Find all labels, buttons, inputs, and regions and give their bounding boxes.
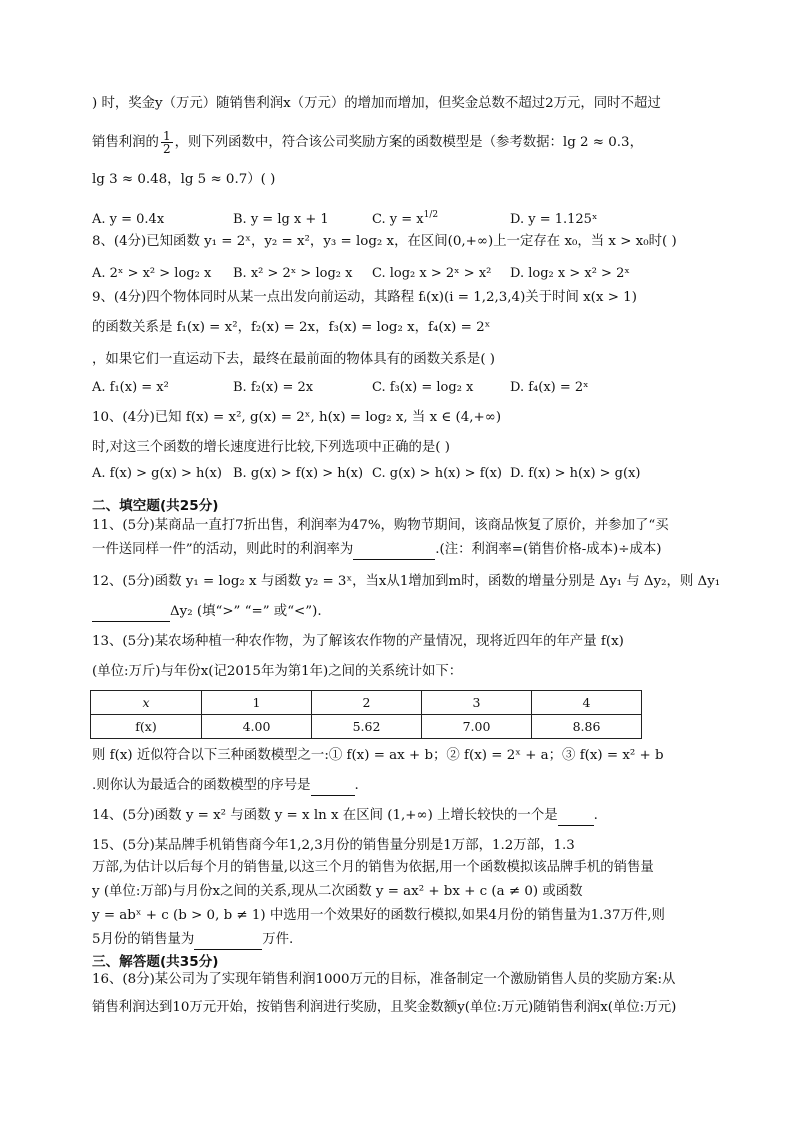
q7-option-d[interactable]: D. y = 1.125ˣ: [510, 212, 598, 227]
table-cell: 4.00: [202, 715, 312, 739]
q12-stem-line-1: 12、(5分)函数 y₁ = log₂ x 与函数 y₂ = 3ˣ，当x从1增加到m时，函数的增量分别是 Δy₁ 与 Δy₂，则 Δy₁: [92, 574, 721, 589]
q15-stem-line-1: 15、(5分)某品牌手机销售商今年1,2,3月份的销售量分别是1万部，1.2万部，1.3: [92, 838, 575, 853]
q7-stem-line-3: lg 3 ≈ 0.48，lg 5 ≈ 0.7）( ): [92, 172, 276, 187]
table-cell: 8.86: [532, 715, 642, 739]
q16-stem-line-2: 销售利润达到10万元开始，按销售利润进行奖励，且奖金数额y(单位:万元)随销售利润x(单位:万元): [92, 1000, 677, 1015]
table-row: [91, 691, 642, 715]
q15-answer-blank[interactable]: [194, 935, 262, 950]
q7-stem-line-1: ) 时，奖金y（万元）随销售利润x（万元）的增加而增加，但奖金总数不超过2万元，同时不超过: [92, 96, 661, 111]
table-row: [91, 715, 642, 739]
table-header-cell: 2: [312, 691, 422, 715]
q8-option-d[interactable]: D. log₂ x > x² > 2ˣ: [510, 266, 630, 281]
q13-stem-line-1: 13、(5分)某农场种植一种农作物，为了解该农作物的产量情况，现将近四年的年产量 f(x): [92, 634, 624, 649]
table-header-cell: 3: [422, 691, 532, 715]
q13-answer-blank[interactable]: [311, 781, 355, 796]
q13-stem-line-2: (单位:万斤)与年份x(记2015年为第1年)之间的关系统计如下：: [92, 664, 463, 679]
q13-stem-line-3: 则 f(x) 近似符合以下三种函数模型之一:① f(x) = ax + b；② f(x) = 2ˣ + a；③ f(x) = x² + b: [92, 748, 664, 763]
q7-option-c[interactable]: [372, 210, 438, 230]
q11-stem-line-2-post: .(注：利润率=(销售价格-成本)÷成本): [435, 542, 662, 557]
q15-stem-line-5-pre: 5月份的销售量为: [92, 932, 195, 947]
q12-stem-line-2: [92, 602, 712, 622]
q9-stem-line-2: 的函数关系是 f₁(x) = x²，f₂(x) = 2x，f₃(x) = log₂ x，f₄(x) = 2ˣ: [92, 320, 491, 335]
q10-stem-line-1: 10、(4分)已知 f(x) = x², g(x) = 2ˣ, h(x) = log₂ x, 当 x ∈ (4,+∞): [92, 410, 502, 425]
q13-data-table: [90, 690, 642, 739]
fraction-denominator: 2: [162, 142, 171, 156]
q9-option-b[interactable]: B. f₂(x) = 2x: [233, 380, 314, 395]
q8-option-c[interactable]: C. log₂ x > 2ˣ > x²: [372, 266, 492, 281]
q8-option-b[interactable]: B. x² > 2ˣ > log₂ x: [233, 266, 353, 281]
q7-stem-line-2-pre: 销售利润的: [92, 135, 159, 150]
half-fraction: [161, 130, 173, 155]
q12-stem-line-2-post: Δy₂ (填“>” “=” 或“<”).: [170, 604, 322, 619]
q9-option-a[interactable]: A. f₁(x) = x²: [92, 380, 169, 395]
q10-option-a[interactable]: A. f(x) > g(x) > h(x): [92, 466, 222, 481]
q7-option-c-text: C. y = x: [372, 212, 424, 227]
table-row-label: f(x): [91, 715, 202, 739]
table-header-cell: 4: [532, 691, 642, 715]
q11-answer-blank[interactable]: [353, 545, 435, 560]
q11-stem-line-1: 11、(5分)某商品一直打7折出售，利润率为47%，购物节期间，该商品恢复了原价，并参加了“买: [92, 518, 669, 533]
q13-stem-line-4: [92, 776, 712, 796]
q11-stem-line-2: [92, 540, 712, 560]
q15-stem-line-5-post: 万件.: [262, 932, 294, 947]
table-cell: 7.00: [422, 715, 532, 739]
q9-stem-line-3: ，如果它们一直运动下去，最终在最前面的物体具有的函数关系是( ): [92, 352, 496, 367]
q10-option-c[interactable]: C. g(x) > h(x) > f(x): [372, 466, 502, 481]
q13-stem-line-4-post: .: [354, 778, 359, 793]
q14-stem-post: .: [593, 808, 598, 823]
q7-stem-line-2-post: ，则下列函数中，符合该公司奖励方案的函数模型是（参考数据：lg 2 ≈ 0.3，: [174, 135, 643, 150]
q7-option-c-exponent: 1/2: [423, 210, 439, 220]
q14-answer-blank[interactable]: [558, 811, 594, 826]
q10-option-b[interactable]: B. g(x) > f(x) > h(x): [233, 466, 364, 481]
q15-stem-line-2: 万部,为估计以后每个月的销售量,以这三个月的销售为依据,用一个函数模拟该品牌手机的销售量: [92, 860, 654, 875]
q15-stem-line-4: y = abˣ + c (b > 0, b ≠ 1) 中选用一个效果好的函数行模拟,如果4月份的销售量为1.37万件,则: [92, 908, 665, 923]
q14-stem-pre: 14、(5分)函数 y = x² 与函数 y = x ln x 在区间 (1,+∞) 上增长较快的一个是: [92, 808, 558, 823]
section-heading-fill-in: 二、填空题(共25分): [92, 498, 219, 514]
q14-stem: [92, 806, 712, 826]
fraction-numerator: 1: [162, 129, 171, 143]
q15-stem-line-3: y (单位:万部)与月份x之间的关系,现从二次函数 y = ax² + bx + c (a ≠ 0) 或函数: [92, 884, 583, 899]
q9-option-d[interactable]: D. f₄(x) = 2ˣ: [510, 380, 589, 395]
q8-option-a[interactable]: A. 2ˣ > x² > log₂ x: [92, 266, 212, 281]
q11-stem-line-2-pre: 一件送同样一件”的活动，则此时的利润率为: [92, 542, 354, 557]
q9-stem-line-1: 9、(4分)四个物体同时从某一点出发向前运动，其路程 fᵢ(x)(i = 1,2,3,4)关于时间 x(x > 1): [92, 290, 637, 305]
table-cell: 5.62: [312, 715, 422, 739]
table-header-cell: 1: [202, 691, 312, 715]
q7-option-b[interactable]: B. y = lg x + 1: [233, 212, 329, 227]
q9-option-c[interactable]: C. f₃(x) = log₂ x: [372, 380, 474, 395]
q7-stem-line-2: [92, 130, 712, 155]
q10-option-d[interactable]: D. f(x) > h(x) > g(x): [510, 466, 641, 481]
q16-stem-line-1: 16、(8分)某公司为了实现年销售利润1000万元的目标，准备制定一个激励销售人员的奖励方案:从: [92, 972, 676, 987]
q7-option-a[interactable]: A. y = 0.4x: [92, 212, 165, 227]
table-header-cell: x: [91, 691, 202, 715]
q13-stem-line-4-pre: .则你认为最适合的函数模型的序号是: [92, 778, 311, 793]
q8-stem: 8、(4分)已知函数 y₁ = 2ˣ，y₂ = x²，y₃ = log₂ x，在区间(0,+∞)上一定存在 x₀，当 x > x₀时( ): [92, 234, 677, 249]
q12-answer-blank[interactable]: [92, 607, 170, 622]
q15-stem-line-5: [92, 930, 712, 950]
q10-stem-line-2: 时,对这三个函数的增长速度进行比较,下列选项中正确的是( ): [92, 440, 450, 455]
section-heading-solutions: 三、解答题(共35分): [92, 954, 219, 970]
